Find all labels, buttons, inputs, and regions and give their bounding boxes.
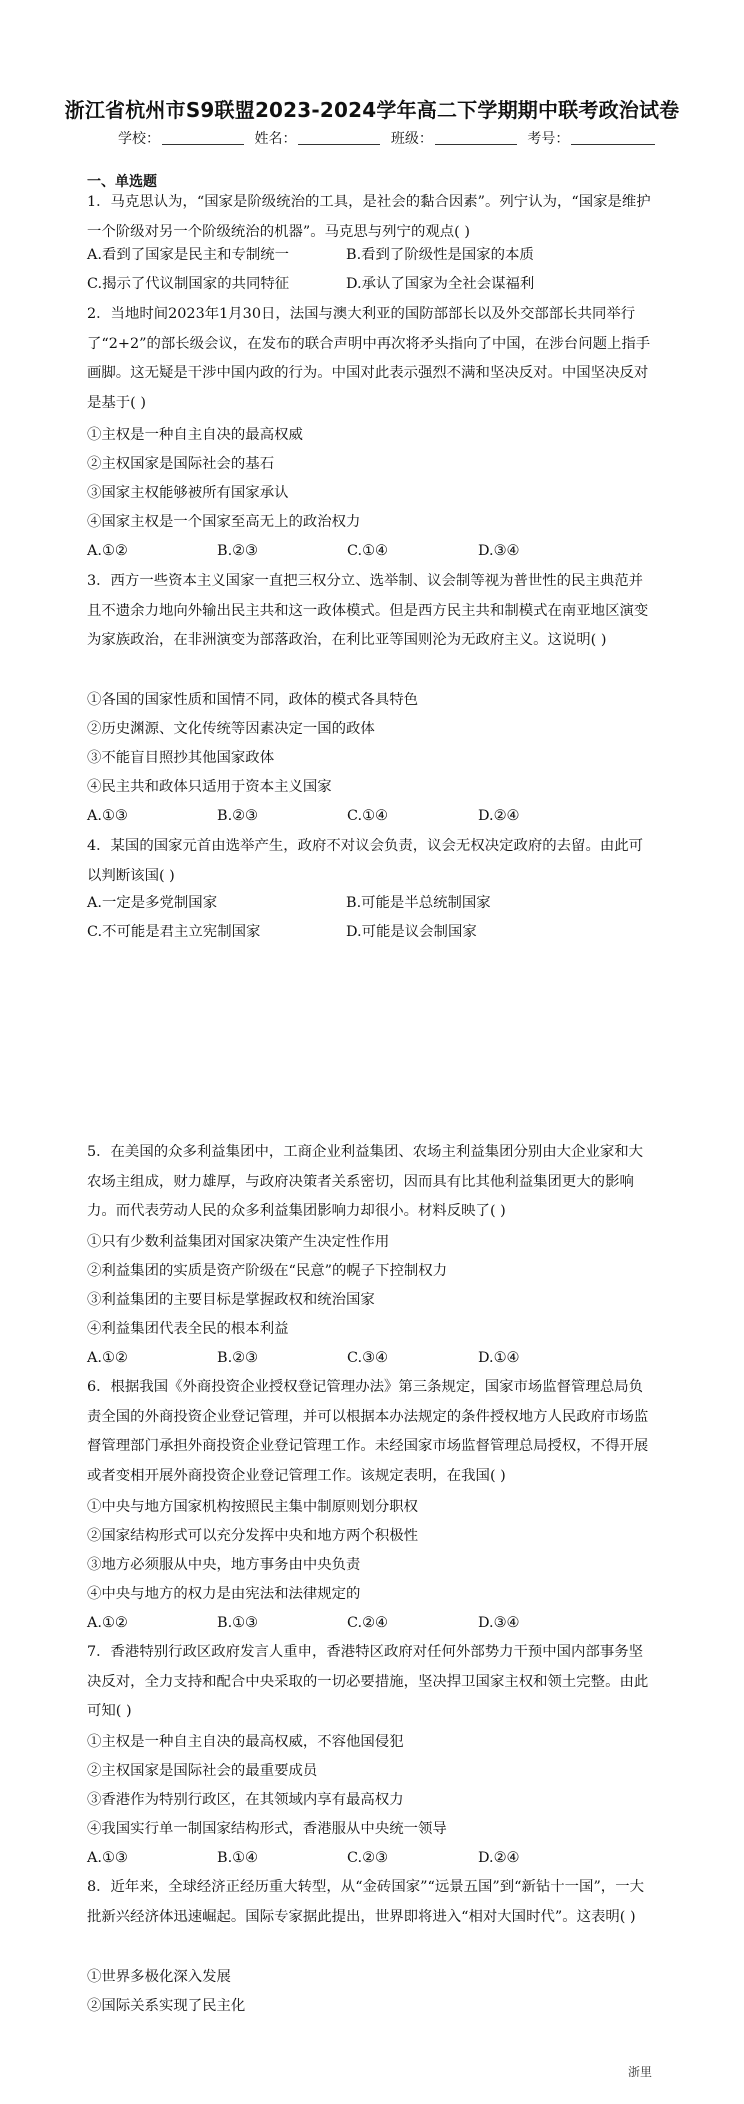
school-blank[interactable] [162,130,244,145]
page-title: 浙江省杭州市S9联盟2023-2024学年高二下学期期中联考政治试卷 [64,98,680,122]
q5-item-2: ②利益集团的实质是资产阶级在“民意”的幌子下控制权力 [87,1263,448,1279]
q4-option-a[interactable]: A.一定是多党制国家 [87,895,218,911]
q3-option-d[interactable]: D.②④ [478,808,520,824]
q3-option-a[interactable]: A.①③ [87,808,128,824]
class-label: 班级： [390,131,433,147]
school-label: 学校： [118,131,160,147]
q4-option-c[interactable]: C.不可能是君主立宪制国家 [87,924,261,940]
q3-item-4: ④民主共和政体只适用于资本主义国家 [87,779,332,795]
q3-option-c[interactable]: C.①④ [347,808,388,824]
q7-option-b[interactable]: B.①④ [217,1850,258,1866]
q8-item-1: ①世界多极化深入发展 [87,1969,231,1985]
name-blank[interactable] [298,130,380,145]
q1-option-d[interactable]: D.承认了国家为全社会谋福利 [346,276,535,292]
question-8-stem: 8．近年来，全球经济正经历重大转型，从“金砖国家”“远景五国”到“新钻十一国”，一大批新兴经济体迅速崛起。国际专家据此提出，世界即将进入“相对大国时代”。这表明( ) [87,1879,644,1925]
question-3-stem: 3．西方一些资本主义国家一直把三权分立、选举制、议会制等视为普世性的民主典范并且不遗余力地向外输出民主共和这一政体模式。但是西方民主共和制模式在南亚地区演变为家族政治，在非洲演变为部落政治，在利比亚等国则沦为无政府主义。这说明( ) [87,573,649,648]
q4-option-d[interactable]: D.可能是议会制国家 [346,924,477,940]
section-title: 一、单选题 [87,174,157,190]
q5-item-4: ④利益集团代表全民的根本利益 [87,1321,289,1337]
question-7-stem: 7．香港特别行政区政府发言人重申，香港特区政府对任何外部势力干预中国内部事务坚决反对，全力支持和配合中央采取的一切必要措施，坚决捍卫国家主权和领土完整。由此可知( ) [87,1644,649,1719]
q6-option-d[interactable]: D.③④ [478,1615,520,1631]
q5-option-b[interactable]: B.②③ [217,1350,258,1366]
q2-item-2: ②主权国家是国际社会的基石 [87,456,275,472]
question-2-stem: 2．当地时间2023年1月30日，法国与澳大利亚的国防部部长以及外交部部长共同举行了“2+2”的部长级会议，在发布的联合声明中再次将矛头指向了中国，在涉台问题上指手画脚。这无疑是干涉中国内政的行为。中国对此表示强烈不满和坚决反对。中国坚决反对是基于( ) [87,306,651,411]
q7-item-1: ①主权是一种自主自决的最高权威，不容他国侵犯 [87,1734,404,1750]
q6-option-c[interactable]: C.②④ [347,1615,388,1631]
q1-option-b[interactable]: B.看到了阶级性是国家的本质 [346,247,534,263]
q6-option-a[interactable]: A.①② [87,1615,128,1631]
q5-item-1: ①只有少数利益集团对国家决策产生决定性作用 [87,1234,390,1250]
q7-option-c[interactable]: C.②③ [347,1850,388,1866]
q7-item-2: ②主权国家是国际社会的最重要成员 [87,1763,318,1779]
q2-item-4: ④国家主权是一个国家至高无上的政治权力 [87,514,361,530]
q2-option-b[interactable]: B.②③ [217,543,258,559]
q7-item-4: ④我国实行单一制国家结构形式，香港服从中央统一领导 [87,1821,447,1837]
student-info-row [118,128,661,148]
q6-item-1: ①中央与地方国家机构按照民主集中制原则划分职权 [87,1499,418,1515]
q5-option-a[interactable]: A.①② [87,1350,128,1366]
q2-item-1: ①主权是一种自主自决的最高权威 [87,427,303,443]
q2-option-a[interactable]: A.①② [87,543,128,559]
question-5-stem: 5．在美国的众多利益集团中，工商企业利益集团、农场主利益集团分别由大企业家和大农场主组成，财力雄厚，与政府决策者关系密切，因而具有比其他利益集团更大的影响力。而代表劳动人民的众多利益集团影响力却很小。材料反映了( ) [87,1144,644,1219]
q2-option-d[interactable]: D.③④ [478,543,520,559]
q6-item-4: ④中央与地方的权力是由宪法和法律规定的 [87,1586,361,1602]
class-blank[interactable] [435,130,517,145]
q6-item-3: ③地方必须服从中央，地方事务由中央负责 [87,1557,361,1573]
q6-option-b[interactable]: B.①③ [217,1615,258,1631]
footer-watermark: 浙里 [627,2065,652,2079]
q3-item-2: ②历史渊源、文化传统等因素决定一国的政体 [87,721,375,737]
q1-option-a[interactable]: A.看到了国家是民主和专制统一 [87,247,290,263]
q2-option-c[interactable]: C.①④ [347,543,388,559]
exam-no-blank[interactable] [571,130,655,145]
name-label: 姓名： [254,131,297,147]
q2-item-3: ③国家主权能够被所有国家承认 [87,485,289,501]
q3-item-1: ①各国的国家性质和国情不同，政体的模式各具特色 [87,692,418,708]
q4-option-b[interactable]: B.可能是半总统制国家 [346,895,491,911]
q3-option-b[interactable]: B.②③ [217,808,258,824]
q3-item-3: ③不能盲目照抄其他国家政体 [87,750,275,766]
q8-item-2: ②国际关系实现了民主化 [87,1998,246,2014]
q1-option-c[interactable]: C.揭示了代议制国家的共同特征 [87,276,290,292]
q5-option-d[interactable]: D.①④ [478,1350,520,1366]
question-1-stem: 1．马克思认为，“国家是阶级统治的工具，是社会的黏合因素”。列宁认为，“国家是维护一个阶级对另一个阶级统治的机器”。马克思与列宁的观点( ) [87,194,651,240]
q5-item-3: ③利益集团的主要目标是掌握政权和统治国家 [87,1292,375,1308]
q6-item-2: ②国家结构形式可以充分发挥中央和地方两个积极性 [87,1528,418,1544]
q7-option-d[interactable]: D.②④ [478,1850,520,1866]
question-6-stem: 6．根据我国《外商投资企业授权登记管理办法》第三条规定，国家市场监督管理总局负责全国的外商投资企业登记管理，并可以根据本办法规定的条件授权地方人民政府市场监督管理部门承担外商投资企业登记管理工作。未经国家市场监督管理总局授权，不得开展或者变相开展外商投资企业登记管理工作。该规定表明，在我国( ) [87,1379,649,1484]
q7-option-a[interactable]: A.①③ [87,1850,128,1866]
question-4-stem: 4．某国的国家元首由选举产生，政府不对议会负责，议会无权决定政府的去留。由此可以判断该国( ) [87,838,644,884]
exam-no-label: 考号： [527,131,570,147]
q5-option-c[interactable]: C.③④ [347,1350,388,1366]
q7-item-3: ③香港作为特别行政区，在其领域内享有最高权力 [87,1792,404,1808]
